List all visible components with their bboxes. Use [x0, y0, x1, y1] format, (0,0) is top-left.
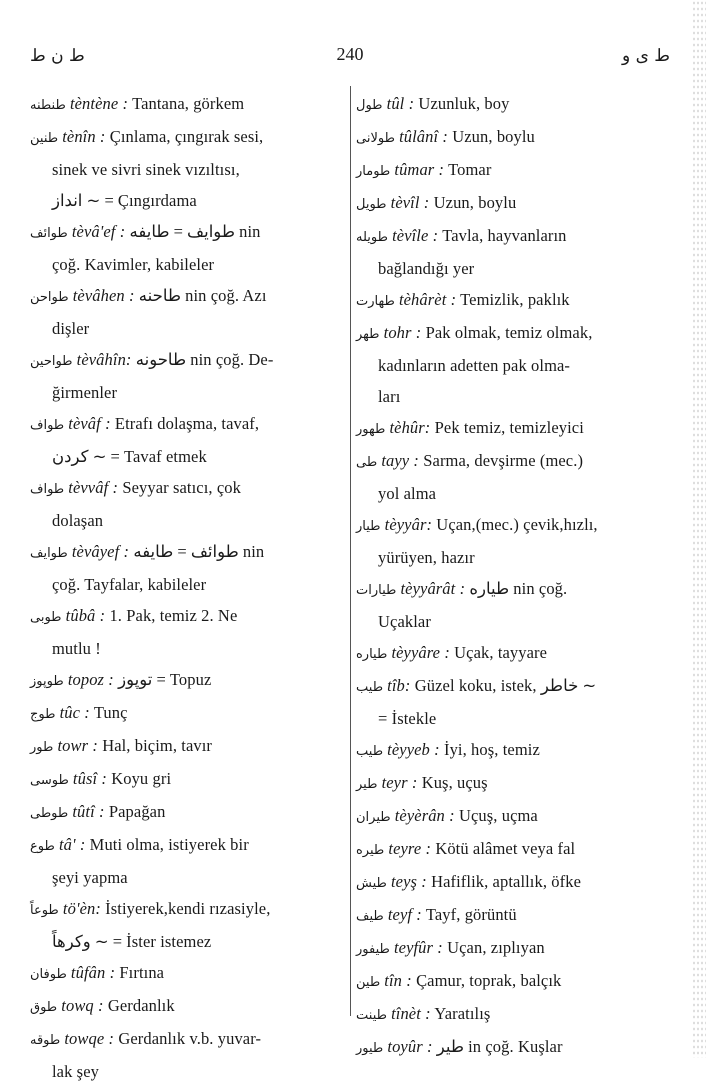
entry-transliteration: towq :	[61, 996, 104, 1015]
entry-headword-arabic: طولانى	[356, 131, 395, 146]
entry-definition-line: توپوز = Topuz	[118, 670, 212, 689]
entry-headword-arabic: طوج	[30, 707, 56, 722]
dictionary-entry	[356, 800, 662, 833]
dictionary-entry	[356, 412, 662, 445]
entry-transliteration: tèvvâf :	[68, 478, 119, 497]
dictionary-entry	[30, 664, 336, 697]
entry-definition-line: Papağan	[108, 802, 166, 821]
dictionary-entry	[30, 1023, 336, 1087]
dictionary-entry	[356, 734, 662, 767]
entry-transliteration: teyr :	[381, 773, 418, 792]
entry-headword-arabic: طياره	[356, 647, 388, 662]
entry-definition-line: Etrafı dolaşma, tavaf,	[114, 414, 260, 433]
entry-headword-arabic: طومار	[356, 164, 391, 179]
entry-definition-line: طير in çoğ. Kuşlar	[436, 1037, 563, 1056]
entry-transliteration: tîb:	[387, 676, 411, 695]
entry-headword-arabic: طين	[356, 975, 381, 990]
dictionary-entry	[30, 697, 336, 730]
entry-headword-arabic: طيب	[356, 680, 384, 695]
dictionary-entry	[356, 670, 662, 734]
entry-transliteration: tèvâhîn:	[76, 350, 132, 369]
entry-transliteration: tûbâ :	[65, 606, 106, 625]
left-column	[30, 88, 336, 1087]
dictionary-entry	[30, 121, 336, 216]
entry-definition-line: Uçaklar	[378, 612, 431, 631]
entry-headword-arabic: طوبى	[30, 610, 62, 625]
entry-definition-line: Çamur, toprak, balçık	[416, 971, 562, 990]
entry-transliteration: tûc :	[59, 703, 90, 722]
entry-transliteration: tènîn :	[62, 127, 106, 146]
entry-definition-line: طاحونه nin çoğ. De-	[135, 350, 274, 369]
entry-transliteration: tèvâ'ef :	[71, 222, 126, 241]
dictionary-entry	[356, 509, 662, 573]
dictionary-entry	[30, 344, 336, 408]
entry-transliteration: tayy :	[381, 451, 420, 470]
dictionary-entry	[30, 472, 336, 536]
entry-transliteration: tûsî :	[72, 769, 107, 788]
entry-transliteration: tèvâf :	[68, 414, 111, 433]
entry-definition-line: İyi, hoş, temiz	[443, 740, 540, 759]
dictionary-entry	[356, 573, 662, 637]
dictionary-entry	[356, 187, 662, 220]
dictionary-entry	[30, 829, 336, 893]
entry-headword-arabic: طوائف	[30, 226, 68, 241]
entry-transliteration: tèyyârât :	[400, 579, 466, 598]
dictionary-entry	[356, 833, 662, 866]
entry-headword-arabic: طيره	[356, 843, 385, 858]
entry-headword-arabic: طيش	[356, 876, 387, 891]
entry-definition-line: Çınlama, çıngırak sesi,	[109, 127, 264, 146]
entry-definition-line: Güzel koku, istek, خاطر ∼	[414, 676, 597, 695]
dictionary-entry	[356, 1031, 662, 1064]
entry-transliteration: tînèt :	[391, 1004, 431, 1023]
entry-transliteration: tö'èn:	[62, 899, 101, 918]
entry-transliteration: teyre :	[388, 839, 432, 858]
entry-headword-arabic: طيار	[356, 519, 381, 534]
entry-definition-line: طياره nin çoğ.	[469, 579, 568, 598]
entry-definition-line: انداز ∼ = Çıngırdama	[52, 191, 197, 210]
dictionary-entry	[356, 637, 662, 670]
entry-headword-arabic: طهور	[356, 422, 386, 437]
dictionary-entry	[356, 154, 662, 187]
entry-definition-line: bağlandığı yer	[378, 259, 475, 278]
entry-definition-line: Temizlik, paklık	[460, 290, 570, 309]
entry-transliteration: tâ' :	[58, 835, 86, 854]
entry-transliteration: tûlânî :	[399, 127, 448, 146]
entry-definition-line: Tomar	[448, 160, 492, 179]
entry-definition-line: Pak olmak, temiz olmak,	[425, 323, 593, 342]
entry-definition-line: Hafiflik, aptallık, öfke	[431, 872, 582, 891]
entry-definition-line: Yaratılış	[434, 1004, 491, 1023]
entry-definition-line: Kuş, uçuş	[421, 773, 488, 792]
dictionary-entry	[30, 796, 336, 829]
entry-transliteration: tèyyeb :	[387, 740, 440, 759]
entry-headword-arabic: طوع	[30, 839, 55, 854]
entry-definition-line: mutlu !	[52, 639, 101, 658]
dictionary-entry	[30, 600, 336, 664]
entry-headword-arabic: طواحين	[30, 354, 73, 369]
entry-headword-arabic: طيارات	[356, 583, 397, 598]
entry-definition-line: Uçuş, uçma	[458, 806, 538, 825]
entry-headword-arabic: طوسى	[30, 773, 69, 788]
entry-transliteration: tûfân :	[70, 963, 116, 982]
dictionary-entry	[356, 317, 662, 412]
dictionary-entry	[30, 536, 336, 600]
entry-transliteration: towqe :	[64, 1029, 115, 1048]
dictionary-entry	[356, 88, 662, 121]
dictionary-entry	[30, 730, 336, 763]
entry-definition-line: Uçan, zıplıyan	[447, 938, 545, 957]
entry-headword-arabic: طنين	[30, 131, 59, 146]
entry-headword-arabic: طيفور	[356, 942, 390, 957]
entry-definition-line: Uçak, tayyare	[454, 643, 548, 662]
entry-definition-line: Pek temiz, temizleyici	[434, 418, 584, 437]
dictionary-entry	[356, 220, 662, 284]
entry-definition-line: كردن ∼ = Tavaf etmek	[52, 447, 207, 466]
dictionary-entry	[30, 88, 336, 121]
entry-headword-arabic: طهارت	[356, 294, 395, 309]
page-edge-speckle	[692, 0, 706, 1058]
entry-definition-line: = İstekle	[378, 709, 437, 728]
entry-definition-line: Tunç	[93, 703, 128, 722]
entry-transliteration: teyf :	[387, 905, 422, 924]
entry-transliteration: tèvîle :	[392, 226, 439, 245]
entry-headword-arabic: طواحن	[30, 290, 69, 305]
entry-transliteration: tèyyâr:	[384, 515, 433, 534]
entry-transliteration: tèvîl :	[390, 193, 430, 212]
page-number: 240	[336, 44, 364, 64]
header-right-letters: ط ی و	[621, 46, 670, 66]
entry-definition-line: Seyyar satıcı, çok	[122, 478, 241, 497]
entry-definition-line: yol alma	[378, 484, 437, 503]
entry-definition-line: طوائف = طايفه nin	[133, 542, 265, 561]
entry-headword-arabic: طوق	[30, 1000, 58, 1015]
entry-headword-arabic: طويل	[356, 197, 387, 212]
entry-headword-arabic: طهر	[356, 327, 380, 342]
entry-definition-line: Uzunluk, boy	[418, 94, 510, 113]
entry-definition-line: çoğ. Kavimler, kabileler	[52, 255, 215, 274]
entry-headword-arabic: طيب	[356, 744, 384, 759]
entry-definition-line: Fırtına	[119, 963, 165, 982]
column-divider	[350, 86, 351, 1016]
entry-transliteration: tûtî :	[72, 802, 105, 821]
entry-headword-arabic: طوطى	[30, 806, 69, 821]
dictionary-entry	[356, 121, 662, 154]
entry-transliteration: tèhârèt :	[398, 290, 457, 309]
dictionary-entry	[30, 280, 336, 344]
entry-transliteration: teyfûr :	[393, 938, 443, 957]
entry-headword-arabic: طواف	[30, 418, 65, 433]
entry-definition-line: Muti olma, istiyerek bir	[89, 835, 249, 854]
entry-definition-line: Uçan,(mec.) çevik,hızlı,	[436, 515, 598, 534]
entry-headword-arabic: طيران	[356, 810, 391, 825]
entry-headword-arabic: طوعاً	[30, 903, 59, 918]
entry-headword-arabic: طوايف	[30, 546, 68, 561]
entry-definition-line: طاحنه nin çoğ. Azı	[138, 286, 267, 305]
entry-transliteration: tèvâhen :	[72, 286, 135, 305]
page-header	[30, 44, 670, 74]
entry-transliteration: tèyyâre :	[391, 643, 450, 662]
entry-headword-arabic: طنطنه	[30, 98, 66, 113]
entry-definition-line: İstiyerek,kendi rızasiyle,	[105, 899, 271, 918]
dictionary-entry	[30, 216, 336, 280]
entry-headword-arabic: طير	[356, 777, 378, 792]
entry-definition-line: dişler	[52, 319, 90, 338]
entry-headword-arabic: طى	[356, 455, 378, 470]
entry-headword-arabic: طوقه	[30, 1033, 61, 1048]
entry-transliteration: tûl :	[386, 94, 415, 113]
dictionary-entry	[356, 965, 662, 998]
entry-definition-line: dolaşan	[52, 511, 104, 530]
entry-definition-line: sinek ve sivri sinek vızıltısı,	[52, 160, 240, 179]
entry-definition-line: Gerdanlık	[107, 996, 175, 1015]
entry-definition-line: Koyu gri	[111, 769, 172, 788]
entry-headword-arabic: طينت	[356, 1008, 387, 1023]
entry-definition-line: Sarma, devşirme (mec.)	[423, 451, 584, 470]
dictionary-entry	[356, 866, 662, 899]
entry-headword-arabic: طول	[356, 98, 383, 113]
dictionary-entry	[356, 932, 662, 965]
entry-definition-line: Tayf, görüntü	[425, 905, 517, 924]
entry-definition-line: طوايف = طايفه nin	[129, 222, 261, 241]
entry-definition-line: Uzun, boylu	[452, 127, 535, 146]
dictionary-entry	[356, 998, 662, 1031]
dictionary-entry	[30, 893, 336, 957]
entry-transliteration: tûmar :	[394, 160, 445, 179]
header-left-letters: ط ن ط	[30, 46, 85, 66]
dictionary-entry	[356, 767, 662, 800]
entry-headword-arabic: طوفان	[30, 967, 67, 982]
entry-headword-arabic: طيف	[356, 909, 384, 924]
dictionary-entry	[30, 408, 336, 472]
entry-definition-line: وكرهاً ∼ = İster istemez	[52, 932, 212, 951]
entry-headword-arabic: طور	[30, 740, 54, 755]
entry-definition-line: Tavla, hayvanların	[442, 226, 567, 245]
entry-transliteration: tohr :	[383, 323, 422, 342]
entry-definition-line: şeyi yapma	[52, 868, 128, 887]
entry-definition-line: kadınların adetten pak olma-	[378, 356, 571, 375]
entry-transliteration: tèvâyef :	[71, 542, 130, 561]
entry-definition-line: Hal, biçim, tavır	[102, 736, 213, 755]
dictionary-entry	[30, 763, 336, 796]
entry-definition-line: Tantana, görkem	[132, 94, 245, 113]
entry-definition-line: Gerdanlık v.b. yuvar-	[118, 1029, 262, 1048]
entry-transliteration: tèntène :	[69, 94, 129, 113]
entry-headword-arabic: طوپوز	[30, 674, 64, 689]
entry-transliteration: tèyèrân :	[394, 806, 455, 825]
entry-transliteration: topoz :	[67, 670, 114, 689]
entry-transliteration: towr :	[57, 736, 98, 755]
entry-definition-line: ları	[378, 387, 401, 406]
entry-definition-line: Kötü alâmet veya fal	[435, 839, 576, 858]
dictionary-entry	[30, 957, 336, 990]
entry-definition-line: Uzun, boylu	[433, 193, 517, 212]
dictionary-entry	[30, 990, 336, 1023]
entry-definition-line: 1. Pak, temiz 2. Ne	[109, 606, 238, 625]
entry-definition-line: lak şey	[52, 1062, 99, 1081]
entry-transliteration: teyş :	[390, 872, 427, 891]
entry-headword-arabic: طويله	[356, 230, 388, 245]
entry-headword-arabic: طواف	[30, 482, 65, 497]
entry-transliteration: toyûr :	[387, 1037, 433, 1056]
entry-transliteration: tèhûr:	[389, 418, 431, 437]
entry-transliteration: tîn :	[384, 971, 412, 990]
entry-headword-arabic: طيور	[356, 1041, 384, 1056]
right-column	[356, 88, 662, 1064]
entry-definition-line: yürüyen, hazır	[378, 548, 475, 567]
dictionary-entry	[356, 445, 662, 509]
dictionary-entry	[356, 284, 662, 317]
entry-definition-line: çoğ. Tayfalar, kabileler	[52, 575, 207, 594]
dictionary-entry	[356, 899, 662, 932]
entry-definition-line: ğirmenler	[52, 383, 118, 402]
